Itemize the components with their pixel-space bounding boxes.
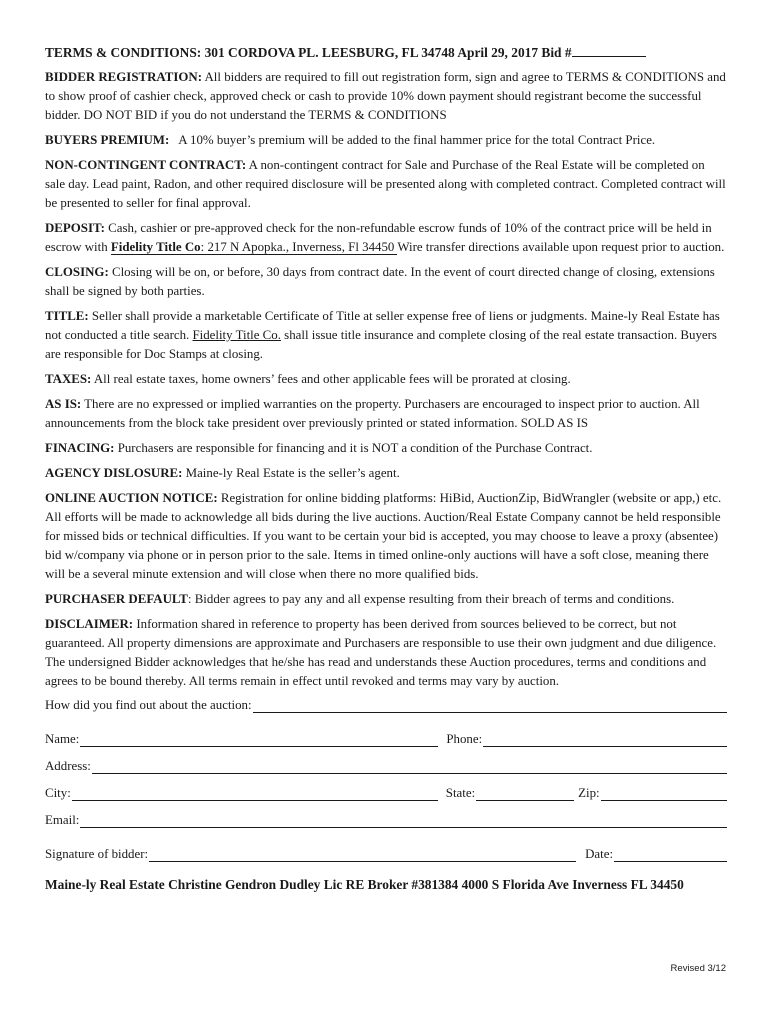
name-field[interactable]: [80, 733, 438, 747]
section-heading: BUYERS PREMIUM:: [45, 133, 170, 147]
section-text: All bidders are required to fill out registration form, sign and agree to TERMS & CONDITIONS and to show proof of cashier check, approved check or cash to provide 10% down payment should registrant become the successful bidder. DO NOT BID if you do not understand the TERMS & CONDITIONS: [45, 70, 726, 122]
section-deposit: [45, 219, 727, 257]
section-text-after: shall issue title insurance and complete closing of the real estate transaction. Buyers are responsible for Doc Stamps at closing.: [45, 328, 717, 361]
section-heading: ONLINE AUCTION NOTICE:: [45, 491, 218, 505]
state-label: State:: [445, 786, 476, 800]
date-label: Date:: [585, 847, 614, 861]
section-text: Cash, cashier or pre-approved check for the non-refundable escrow funds of 10% of the contract price will be held in escrow with: [45, 221, 712, 254]
email-field[interactable]: [80, 814, 727, 828]
title-text: TERMS & CONDITIONS: 301 CORDOVA PL. LEESBURG, FL 34748 April 29, 2017 Bid #: [45, 45, 572, 60]
email-label: Email:: [45, 813, 80, 827]
escrow-address: : 217 N Apopka., Inverness, Fl 34450: [200, 240, 398, 254]
section-text: : Bidder agrees to pay any and all expense resulting from their breach of terms and conditions.: [187, 592, 675, 606]
title-company-name: Fidelity Title Co.: [192, 328, 281, 342]
section-heading: FINACING:: [45, 441, 115, 455]
section-heading: NON-CONTINGENT CONTRACT:: [45, 158, 247, 172]
section-text: Purchasers are responsible for financing and it is NOT a condition of the Purchase Contract.: [114, 441, 593, 455]
state-field[interactable]: [476, 787, 574, 801]
section-title: [45, 307, 727, 364]
section-closing: [45, 263, 727, 301]
zip-label: Zip:: [578, 786, 600, 800]
section-heading: TAXES:: [45, 372, 92, 386]
address-row: [45, 758, 727, 774]
city-field[interactable]: [72, 787, 438, 801]
section-online-auction: [45, 489, 727, 584]
section-text: There are no expressed or implied warranties on the property. Purchasers are encouraged to inspect prior to auction. All announcements from the block take president over previously printed or stated information. SOLD AS IS: [45, 397, 700, 430]
name-label: Name:: [45, 732, 80, 746]
section-heading: TITLE:: [45, 309, 89, 323]
section-text: A non-contingent contract for Sale and Purchase of the Real Estate will be completed on sale day. Lead paint, Radon, and other required disclosure will be presented along with completed contract. Completed contract will be presented to seller for final approval.: [45, 158, 726, 210]
section-purchaser-default: [45, 590, 727, 609]
section-agency-disclosure: [45, 464, 727, 483]
signature-date-row: [45, 846, 727, 862]
phone-field[interactable]: [483, 733, 727, 747]
section-disclaimer: [45, 615, 727, 691]
section-heading: DISCLAIMER:: [45, 617, 134, 631]
section-text-after: Wire transfer directions available upon request prior to auction.: [397, 240, 725, 254]
section-heading: CLOSING:: [45, 265, 109, 279]
escrow-company-name: Fidelity Title Co: [110, 240, 201, 254]
section-heading: DEPOSIT:: [45, 221, 105, 235]
date-field[interactable]: [614, 848, 727, 862]
how-found-field[interactable]: [253, 699, 727, 713]
bid-number-line[interactable]: [572, 44, 646, 57]
broker-footer: Maine-ly Real Estate Christine Gendron Dudley Lic RE Broker #381384 4000 S Florida Ave Inverness FL 34450: [45, 877, 684, 892]
section-heading: AGENCY DISLOSURE:: [45, 466, 183, 480]
how-found-label: How did you find out about the auction:: [45, 698, 252, 712]
section-heading: PURCHASER DEFAULT: [45, 592, 188, 606]
how-found-row: [45, 697, 727, 713]
name-phone-row: [45, 731, 727, 747]
section-text: Closing will be on, or before, 30 days from contract date. In the event of court directed change of closing, extensions shall be signed by both parties.: [45, 265, 715, 298]
section-taxes: [45, 370, 727, 389]
section-non-contingent: [45, 156, 727, 213]
section-text: A 10% buyer’s premium will be added to the final hammer price for the total Contract Price.: [169, 133, 656, 147]
section-text: Seller shall provide a marketable Certificate of Title at seller expense free of liens or judgments. Maine-ly Real Estate has not conducted a title search.: [45, 309, 720, 342]
section-heading: BIDDER REGISTRATION:: [45, 70, 202, 84]
zip-field[interactable]: [601, 787, 727, 801]
address-label: Address:: [45, 759, 91, 773]
section-text: Information shared in reference to property has been derived from sources believed to be correct, but not guaranteed. All property dimensions are approximate and Purchasers are responsible to use their own judgment and due diligence. The undersigned Bidder acknowledges that he/she has read and understands these Auction procedures, terms and conditions and agrees to be bound thereby. All terms remain in effect until revoked and terms may vary by auction.: [45, 617, 717, 688]
section-text: All real estate taxes, home owners’ fees and other applicable fees will be prorated at closing.: [91, 372, 571, 386]
section-heading: AS IS:: [45, 397, 82, 411]
section-text: Maine-ly Real Estate is the seller’s agent.: [182, 466, 400, 480]
section-text: Registration for online bidding platforms: HiBid, AuctionZip, BidWrangler (website or app,) etc. All efforts will be made to acknowledge all bids during the live auctions. Auction/Real Estate Company cannot be held responsible for missed bids or technical difficulties. If you want to be certain your bid is accepted, you may choose to leave a proxy (absentee) bid w/company via phone or in person prior to the sale. Items in timed online-only auctions will have a soft close, meaning there will be a several minute extension and will close when there no more qualified bids.: [45, 491, 722, 581]
section-financing: [45, 439, 727, 458]
signature-label: Signature of bidder:: [45, 847, 149, 861]
document-title: [45, 44, 727, 61]
terms-document: [45, 44, 727, 893]
city-state-zip-row: [45, 785, 727, 801]
address-field[interactable]: [92, 760, 727, 774]
section-bidder-registration: [45, 68, 727, 125]
section-buyers-premium: [45, 131, 727, 150]
section-as-is: [45, 395, 727, 433]
revised-note: Revised 3/12: [670, 963, 726, 974]
signature-field[interactable]: [149, 848, 576, 862]
email-row: [45, 812, 727, 828]
city-label: City:: [45, 786, 71, 800]
phone-label: Phone:: [446, 732, 483, 746]
